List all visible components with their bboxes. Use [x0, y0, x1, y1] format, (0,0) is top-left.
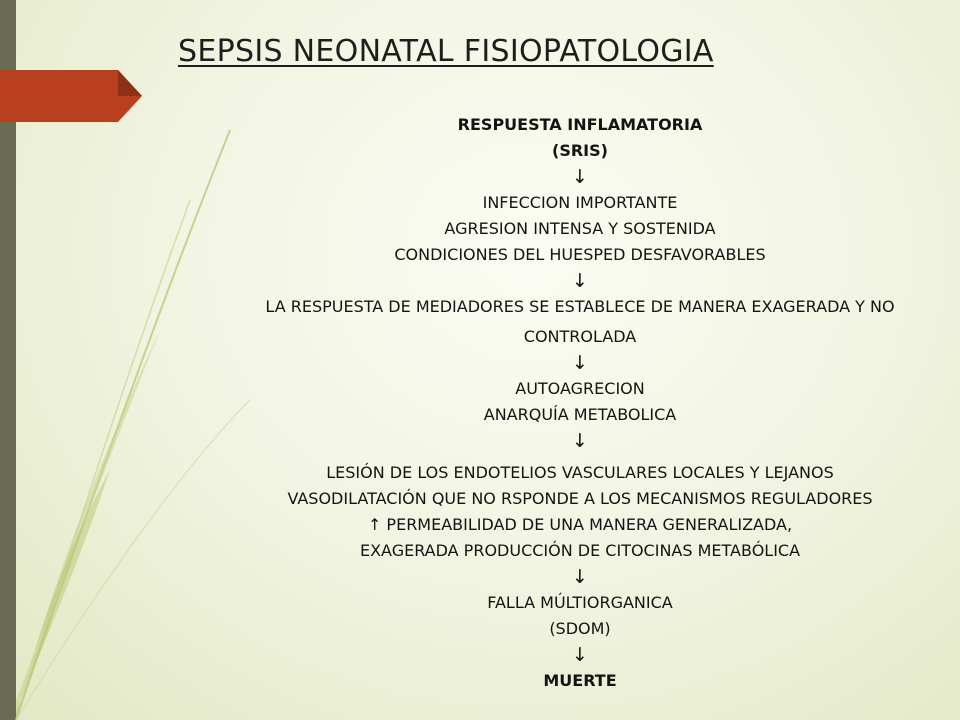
flow-line: (SRIS) — [552, 141, 608, 160]
flow-line: LA RESPUESTA DE MEDIADORES SE ESTABLECE DE MANERA EXAGERADA Y NO — [265, 297, 895, 316]
flow-line: ↑ PERMEABILIDAD DE UNA MANERA GENERALIZADA, — [367, 515, 793, 534]
flow-line: VASODILATACIÓN QUE NO RSPONDE A LOS MECANISMOS REGULADORES — [287, 489, 873, 508]
down-arrow-icon: ↓ — [572, 566, 588, 588]
down-arrow-icon: ↓ — [572, 270, 588, 292]
flow-line: LESIÓN DE LOS ENDOTELIOS VASCULARES LOCALES Y LEJANOS — [326, 463, 834, 482]
flow-line: CONDICIONES DEL HUESPED DESFAVORABLES — [394, 245, 766, 264]
flow-line: RESPUESTA INFLAMATORIA — [457, 115, 703, 134]
flow-line: EXAGERADA PRODUCCIÓN DE CITOCINAS METABÓLICA — [359, 541, 801, 560]
slide-title: SEPSIS NEONATAL FISIOPATOLOGIA — [178, 34, 714, 69]
flow-line: FALLA MÚLTIORGANICA — [487, 593, 673, 612]
flow-content — [230, 112, 930, 694]
flow-line: (SDOM) — [549, 619, 611, 638]
down-arrow-icon: ↓ — [572, 352, 588, 374]
down-arrow-icon: ↓ — [572, 166, 588, 188]
down-arrow-icon: ↓ — [572, 430, 588, 452]
flow-line: AGRESION INTENSA Y SOSTENIDA — [444, 219, 716, 238]
title-accent-shape — [0, 70, 142, 122]
flow-line: ANARQUÍA METABOLICA — [483, 405, 677, 424]
down-arrow-icon: ↓ — [572, 644, 588, 666]
flow-line: AUTOAGRECION — [515, 379, 645, 398]
flow-line: INFECCION IMPORTANTE — [482, 193, 678, 212]
flow-line: MUERTE — [543, 671, 617, 690]
flow-line: CONTROLADA — [523, 327, 637, 346]
